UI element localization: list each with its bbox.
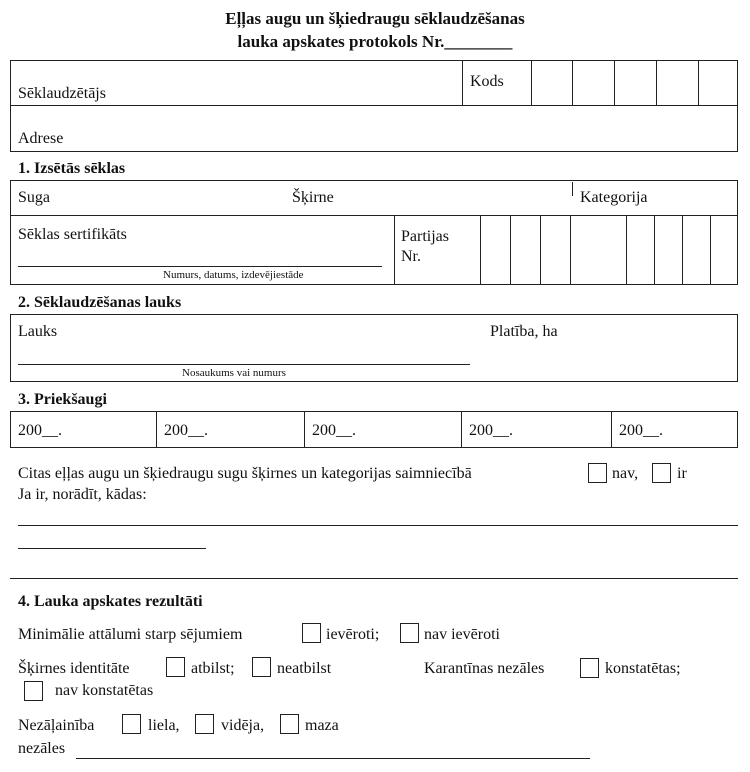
- field-table: [10, 314, 738, 382]
- weeds-label: nezāles: [18, 740, 66, 757]
- distance-observed-label: ievēroti;: [326, 626, 380, 643]
- which-varieties-line-2[interactable]: [18, 548, 206, 549]
- address-label: Adrese: [18, 130, 64, 147]
- identity-matches-label: atbilst;: [191, 660, 235, 677]
- previous-crop-year-1: 200__.: [18, 422, 62, 439]
- weeds-input-line[interactable]: [76, 758, 590, 759]
- field-hint: Nosaukums vai numurs: [182, 367, 286, 379]
- other-varieties-question: Citas eļļas augu un šķiedraugu sugu šķirnes un kategorijas saimniecībā: [18, 465, 472, 482]
- weediness-label: Nezāļainība: [18, 717, 95, 734]
- quarantine-found-label: konstatētas;: [605, 660, 681, 677]
- lot-label-line-1: Partijas: [401, 228, 449, 245]
- which-varieties-line-1[interactable]: [18, 525, 738, 526]
- quarantine-found-checkbox[interactable]: [580, 658, 599, 678]
- section-1-title: 1. Izsētās sēklas: [18, 160, 126, 177]
- form-title-line-2: lauka apskates protokols Nr.________: [237, 32, 513, 51]
- field-label: Lauks: [18, 323, 58, 340]
- quarantine-not-found-label: nav konstatētas: [55, 682, 154, 699]
- quarantine-weeds-label: Karantīnas nezāles: [424, 660, 545, 677]
- weediness-medium-checkbox[interactable]: [195, 714, 214, 734]
- identity-not-matches-label: neatbilst: [277, 660, 332, 677]
- certificate-label: Sēklas sertifikāts: [18, 226, 127, 243]
- identity-matches-checkbox[interactable]: [166, 657, 185, 677]
- quarantine-not-found-checkbox[interactable]: [24, 681, 43, 701]
- weediness-low-checkbox[interactable]: [280, 714, 299, 734]
- section-divider: [10, 578, 738, 579]
- min-distance-label: Minimālie attālumi starp sējumiem: [18, 626, 243, 643]
- identity-not-matches-checkbox[interactable]: [252, 657, 271, 677]
- grower-block: [10, 60, 738, 152]
- previous-crop-year-2: 200__.: [164, 422, 208, 439]
- other-varieties-yes-label: ir: [677, 465, 687, 482]
- distance-observed-checkbox[interactable]: [302, 623, 321, 643]
- lot-label-line-2: Nr.: [401, 248, 421, 265]
- certificate-hint: Numurs, datums, izdevējiestāde: [163, 269, 304, 281]
- code-label: Kods: [470, 73, 504, 90]
- variety-label: Šķirne: [292, 189, 334, 206]
- weediness-high-checkbox[interactable]: [122, 714, 141, 734]
- other-varieties-no-label: nav,: [612, 465, 639, 482]
- weediness-high-label: liela,: [148, 717, 180, 734]
- grower-label: Sēklaudzētājs: [18, 85, 106, 102]
- weediness-medium-label: vidēja,: [221, 717, 265, 734]
- section-2-title: 2. Sēklaudzēšanas lauks: [18, 294, 182, 311]
- distance-not-observed-checkbox[interactable]: [400, 623, 419, 643]
- which-varieties-label: Ja ir, norādīt, kādas:: [18, 486, 147, 503]
- species-label: Suga: [18, 189, 50, 206]
- other-varieties-no-checkbox[interactable]: [588, 463, 607, 483]
- weediness-low-label: maza: [305, 717, 339, 734]
- section-4-title: 4. Lauka apskates rezultāti: [18, 593, 203, 610]
- category-label: Kategorija: [580, 189, 648, 206]
- previous-crop-year-3: 200__.: [312, 422, 356, 439]
- form-title-line-1: Eļļas augu un šķiedraugu sēklaudzēšanas: [225, 9, 525, 28]
- distance-not-observed-label: nav ievēroti: [424, 626, 500, 643]
- previous-crop-year-4: 200__.: [469, 422, 513, 439]
- area-label: Platība, ha: [490, 323, 558, 340]
- other-varieties-yes-checkbox[interactable]: [652, 463, 671, 483]
- section-3-title: 3. Priekšaugi: [18, 391, 107, 408]
- previous-crop-year-5: 200__.: [619, 422, 663, 439]
- variety-identity-label: Šķirnes identitāte: [18, 660, 130, 677]
